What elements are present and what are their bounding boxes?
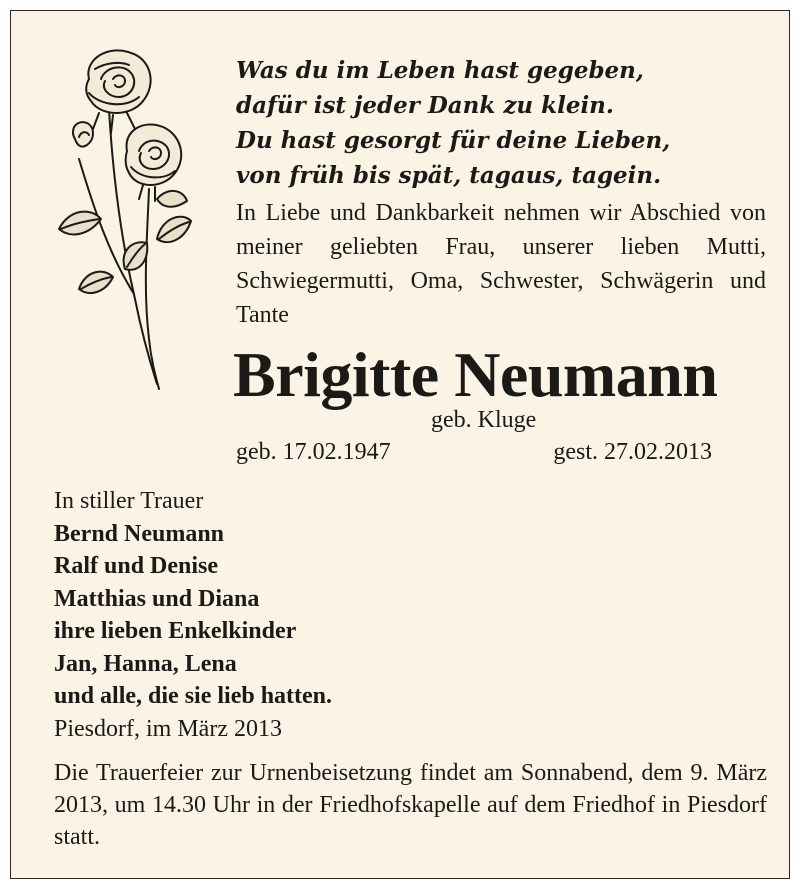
mourner-name: Matthias und Diana — [54, 585, 260, 612]
mourners-intro: In stiller Trauer — [54, 488, 204, 514]
poem — [236, 53, 776, 193]
mourner-name: Bernd Neumann — [54, 520, 225, 547]
birth-name: geb. Kluge — [431, 407, 537, 433]
death-date: gest. 27.02.2013 — [553, 439, 712, 465]
poem-line: Du hast gesorgt für deine Lieben, — [236, 127, 671, 154]
poem-line: dafür ist jeder Dank zu klein. — [236, 92, 614, 119]
obituary-notice — [10, 10, 790, 879]
mourners-list — [54, 485, 654, 713]
place-date: Piesdorf, im März 2013 — [54, 716, 282, 742]
mourner-name: Ralf und Denise — [54, 553, 219, 579]
poem-line: Was du im Leben hast gegeben, — [236, 57, 644, 84]
intro-text: In Liebe und Dankbarkeit nehmen wir Abschied von meiner geliebten Frau, unserer lieben Mutti, Schwiegermutti, Oma, Schwester, Schwägerin und Tante — [236, 200, 766, 328]
mourner-name: Jan, Hanna, Lena — [54, 650, 237, 677]
poem-line: von früh bis spät, tagaus, tagein. — [236, 162, 662, 189]
birth-date: geb. 17.02.1947 — [236, 439, 391, 465]
mourner-name: ihre lieben Enkelkinder — [54, 618, 297, 644]
rose-illustration-icon — [39, 39, 199, 399]
mourner-name: und alle, die sie lieb hatten. — [54, 683, 333, 709]
deceased-name: Brigitte Neumann — [233, 339, 718, 410]
ceremony-info: Die Trauerfeier zur Urnenbeisetzung findet am Sonnabend, dem 9. März 2013, um 14.30 Uhr in der Friedhofskapelle auf dem Friedhof in Piesdorf statt. — [54, 760, 767, 850]
